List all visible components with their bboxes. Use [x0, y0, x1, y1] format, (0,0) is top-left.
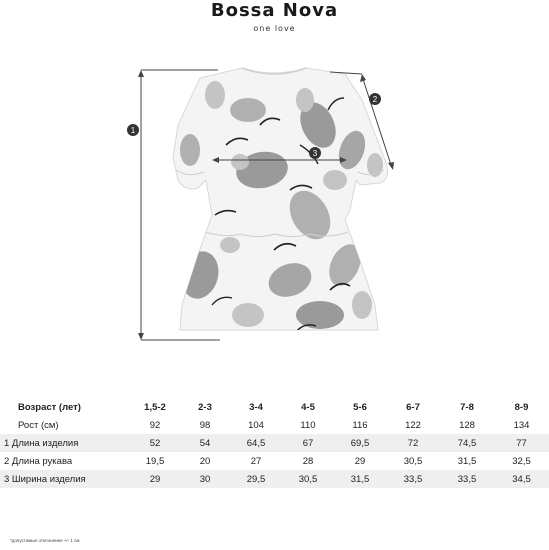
table-cell: 30 [180, 470, 230, 488]
table-cell: 19,5 [145, 455, 165, 467]
svg-text:1: 1 [130, 126, 136, 135]
table-row [0, 434, 549, 452]
table-cell: 69,5 [334, 434, 386, 452]
table-cell: 29 [354, 455, 366, 467]
size-chart-table [0, 398, 549, 488]
table-row [0, 416, 549, 434]
marker-2 [369, 93, 381, 105]
table-cell: 128 [459, 419, 475, 431]
svg-text:2: 2 [372, 95, 378, 104]
brand-tagline: one love [253, 24, 296, 33]
table-cell: 29 [130, 470, 180, 488]
table-row [0, 452, 549, 470]
table-cell: 98 [199, 419, 211, 431]
table-cell: 134 [513, 419, 530, 431]
table-cell: 104 [248, 419, 264, 431]
header-cell: 7-8 [460, 401, 474, 413]
table-cell: 27 [250, 455, 262, 467]
header-cell: 2-3 [198, 401, 212, 413]
header-label: Возраст (лет) [18, 401, 81, 413]
table-cell: 122 [405, 419, 421, 431]
header-cell: 8-9 [514, 401, 529, 413]
table-cell: 116 [352, 419, 368, 431]
header-cell: 3-4 [249, 401, 263, 413]
table-cell: 30,5 [282, 470, 334, 488]
table-cell: 30,5 [403, 455, 423, 467]
table-cell: 110 [300, 419, 316, 431]
brand-name: Bossa Nova [210, 0, 339, 21]
table-cell: 29,5 [230, 470, 282, 488]
table-cell: 33,5 [440, 470, 494, 488]
table-cell: 31,5 [457, 455, 477, 467]
table-cell: 31,5 [334, 470, 386, 488]
table-cell: 20 [199, 455, 211, 467]
table-cell: 34,5 [494, 470, 549, 488]
header-cell: 5-6 [353, 401, 367, 413]
table-cell: 72 [386, 434, 440, 452]
table-cell: 54 [180, 434, 230, 452]
header-cell: 4-5 [301, 401, 315, 413]
header-cell: 6-7 [406, 401, 420, 413]
table-header-row [0, 398, 549, 416]
row-label: Рост (см) [18, 419, 59, 431]
table-row [0, 470, 549, 488]
row-label: 3 Ширина изделия [0, 470, 130, 488]
marker-1 [127, 124, 139, 136]
dress-illustration [0, 40, 549, 360]
table-cell: 64,5 [230, 434, 282, 452]
table-cell: 77 [494, 434, 549, 452]
table-cell: 74,5 [440, 434, 494, 452]
table-cell: 32,5 [512, 455, 531, 467]
row-label: 1 Длина изделия [0, 434, 130, 452]
header-cell: 1,5-2 [144, 401, 166, 413]
table-cell: 33,5 [386, 470, 440, 488]
table-cell: 52 [130, 434, 180, 452]
tolerance-footnote: *допустимые отклонения +/- 1 см [10, 538, 80, 543]
table-cell: 67 [282, 434, 334, 452]
svg-text:3: 3 [312, 149, 318, 158]
marker-3 [309, 147, 321, 159]
table-cell: 28 [302, 455, 314, 467]
table-cell: 92 [149, 419, 161, 431]
row-label: 2 Длина рукава [4, 455, 73, 467]
